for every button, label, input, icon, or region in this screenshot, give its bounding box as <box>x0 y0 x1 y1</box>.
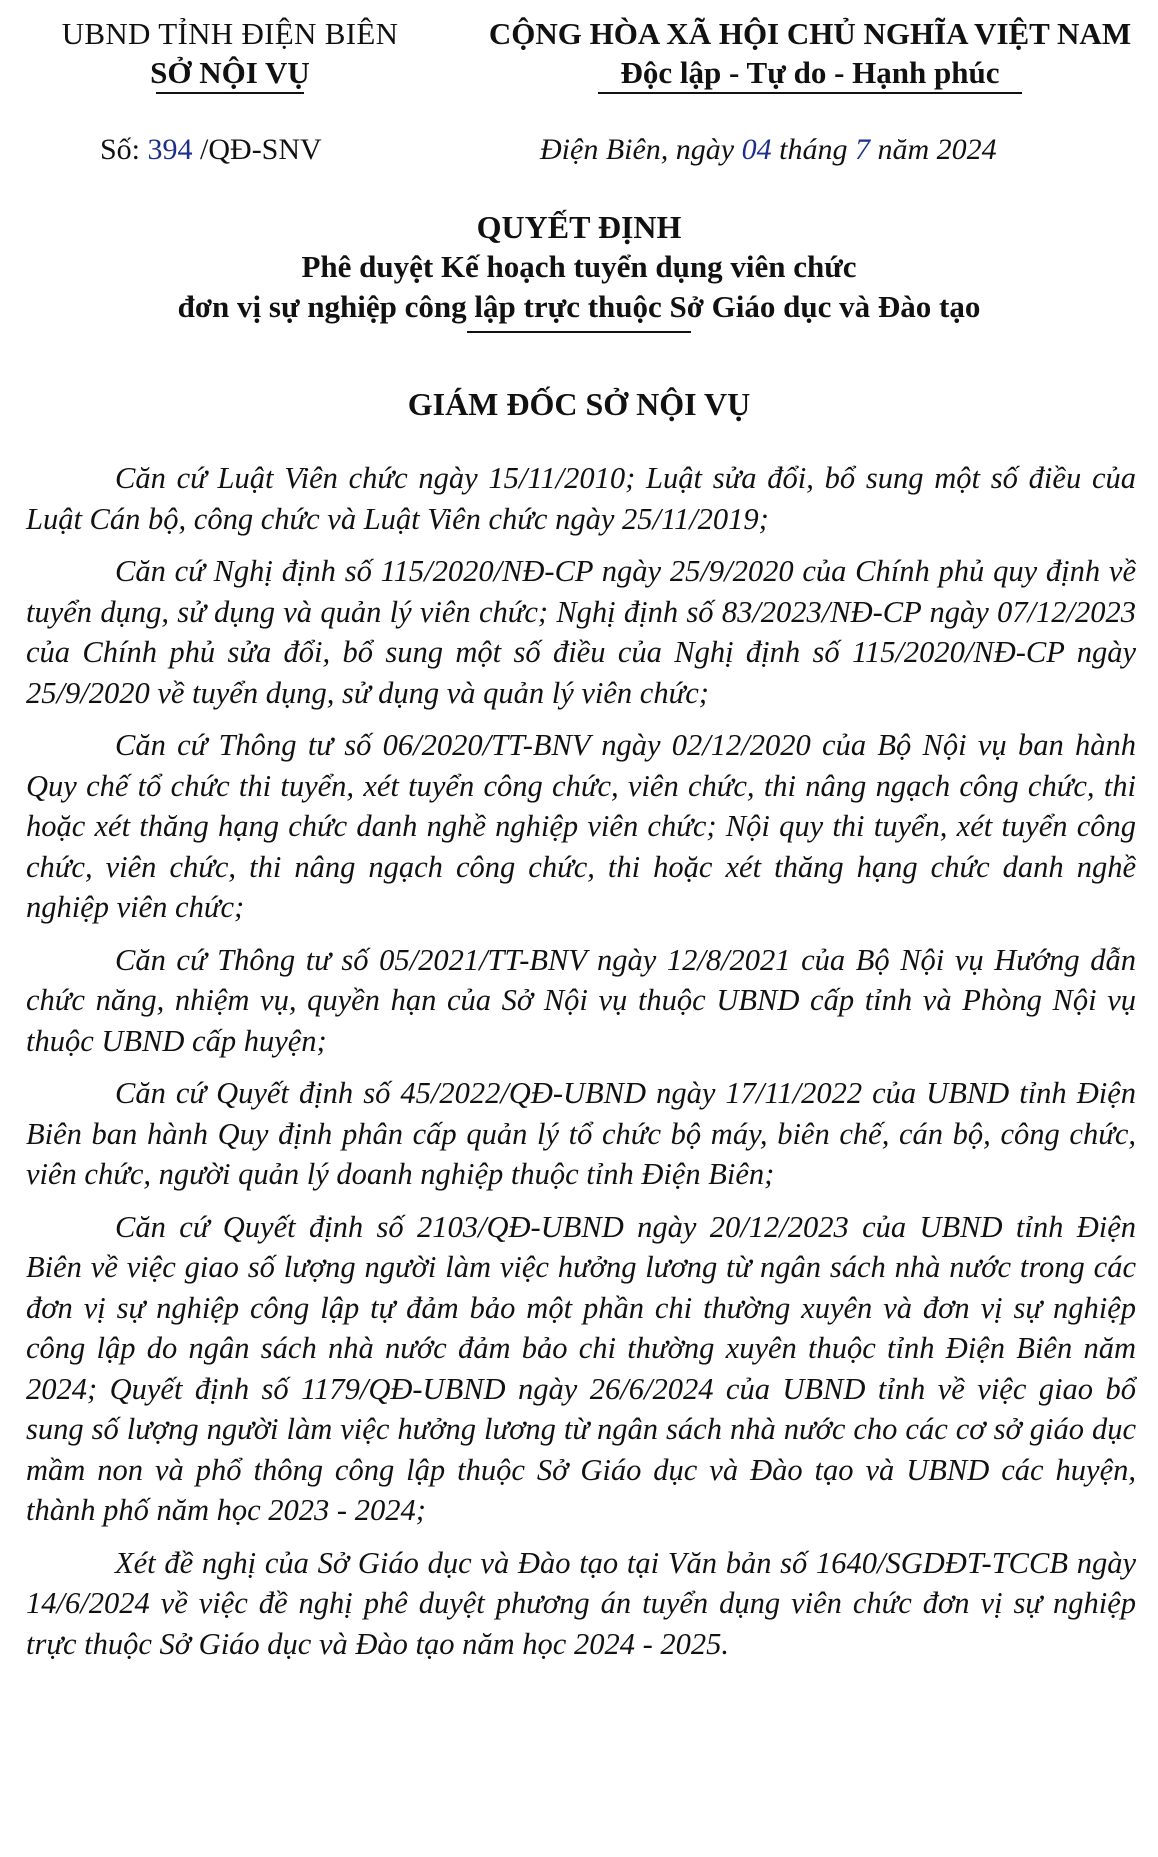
legal-basis-paragraph: Căn cứ Luật Viên chức ngày 15/11/2010; Luật sửa đổi, bổ sung một số điều của Luật Cán bộ, công chức và Luật Viên chức ngày 25/11/2019; <box>26 461 1136 536</box>
agency-name: SỞ NỘI VỤ <box>150 55 310 90</box>
legal-basis-paragraph: Căn cứ Thông tư số 06/2020/TT-BNV ngày 02/12/2020 của Bộ Nội vụ ban hành Quy chế tổ chức thi tuyển, xét tuyển công chức, viên chức, thi nâng ngạch công chức, thi hoặc xét thăng hạng chức danh nghề nghiệp viên chức; Nội quy thi tuyển, xét tuyển công chức, viên chức, thi nâng ngạch công chức, thi hoặc xét thăng hạng chức danh nghề nghiệp viên chức; <box>26 728 1136 924</box>
legal-basis-paragraph: Căn cứ Nghị định số 115/2020/NĐ-CP ngày 25/9/2020 của Chính phủ quy định về tuyển dụng, sử dụng và quản lý viên chức; Nghị định số 83/2023/NĐ-CP ngày 07/12/2023 của Chính phủ sửa đổi, bổ sung một số điều của Nghị định số 115/2020/NĐ-CP ngày 25/9/2020 về tuyển dụng, sử dụng và quản lý viên chức; <box>26 554 1136 710</box>
title-underline <box>467 331 691 333</box>
issuing-agency <box>30 14 430 94</box>
proposal-paragraph: Xét đề nghị của Sở Giáo dục và Đào tạo tại Văn bản số 1640/SGDĐT-TCCB ngày 14/6/2024 về việc đề nghị phê duyệt phương án tuyển dụng viên chức đơn vị sự nghiệp trực thuộc Sở Giáo dục và Đào tạo năm học 2024 - 2025. <box>26 1545 1136 1661</box>
motto-underline <box>598 92 1022 94</box>
title-line-1: Phê duyệt Kế hoạch tuyển dụng viên chức <box>301 249 857 284</box>
signing-authority: GIÁM ĐỐC SỞ NỘI VỤ <box>407 386 751 422</box>
document-type: QUYẾT ĐỊNH <box>476 209 682 245</box>
legal-basis-paragraph: Căn cứ Thông tư số 05/2021/TT-BNV ngày 12/8/2021 của Bộ Nội vụ Hướng dẫn chức năng, nhiệm vụ, quyền hạn của Sở Nội vụ thuộc UBND cấp tỉnh và Phòng Nội vụ thuộc UBND cấp huyện; <box>26 942 1136 1058</box>
parent-agency: UBND TỈNH ĐIỆN BIÊN <box>61 16 399 51</box>
doc-number-prefix: Số: <box>100 133 141 166</box>
national-header <box>468 14 1152 94</box>
document-body <box>26 458 1136 1676</box>
date-day: 04 <box>741 133 772 166</box>
legal-basis-paragraph: Căn cứ Quyết định số 2103/QĐ-UBND ngày 20/12/2023 của UBND tỉnh Điện Biên về việc giao số lượng người làm việc hưởng lương từ ngân sách nhà nước trong các đơn vị sự nghiệp công lập tự đảm bảo một phần chi thường xuyên và đơn vị sự nghiệp công lập do ngân sách nhà nước đảm bảo chi thường xuyên thuộc tỉnh Điện Biên năm 2024; Quyết định số 1179/QĐ-UBND ngày 26/6/2024 của UBND tỉnh về việc giao bổ sung số lượng người làm việc hưởng lương từ ngân sách nhà nước cho các cơ sở giáo dục mầm non và phổ thông công lập thuộc Sở Giáo dục và Đào tạo và UBND các huyện, thành phố năm học 2023 - 2024; <box>26 1209 1136 1527</box>
legal-basis-paragraph: Căn cứ Quyết định số 45/2022/QĐ-UBND ngày 17/11/2022 của UBND tỉnh Điện Biên ban hành Quy định phân cấp quản lý tổ chức bộ máy, biên chế, cán bộ, công chức, viên chức, người quản lý doanh nghiệp thuộc tỉnh Điện Biên; <box>26 1076 1136 1191</box>
date-month-label: tháng <box>779 133 848 166</box>
date-prefix: Điện Biên, ngày <box>540 133 735 166</box>
document-title <box>0 207 1158 333</box>
national-motto: Độc lập - Tự do - Hạnh phúc <box>620 55 1000 90</box>
document-number <box>100 130 322 170</box>
nation-name: CỘNG HÒA XÃ HỘI CHỦ NGHĨA VIỆT NAM <box>488 16 1132 51</box>
doc-number-value: 394 <box>147 133 193 166</box>
date-month: 7 <box>854 133 870 166</box>
doc-number-suffix: /QĐ-SNV <box>200 133 322 166</box>
date-year: năm 2024 <box>877 133 997 166</box>
agency-underline <box>156 92 304 94</box>
title-line-2: đơn vị sự nghiệp công lập trực thuộc Sở Giáo dục và Đào tạo <box>177 289 981 324</box>
place-and-date <box>540 130 997 170</box>
